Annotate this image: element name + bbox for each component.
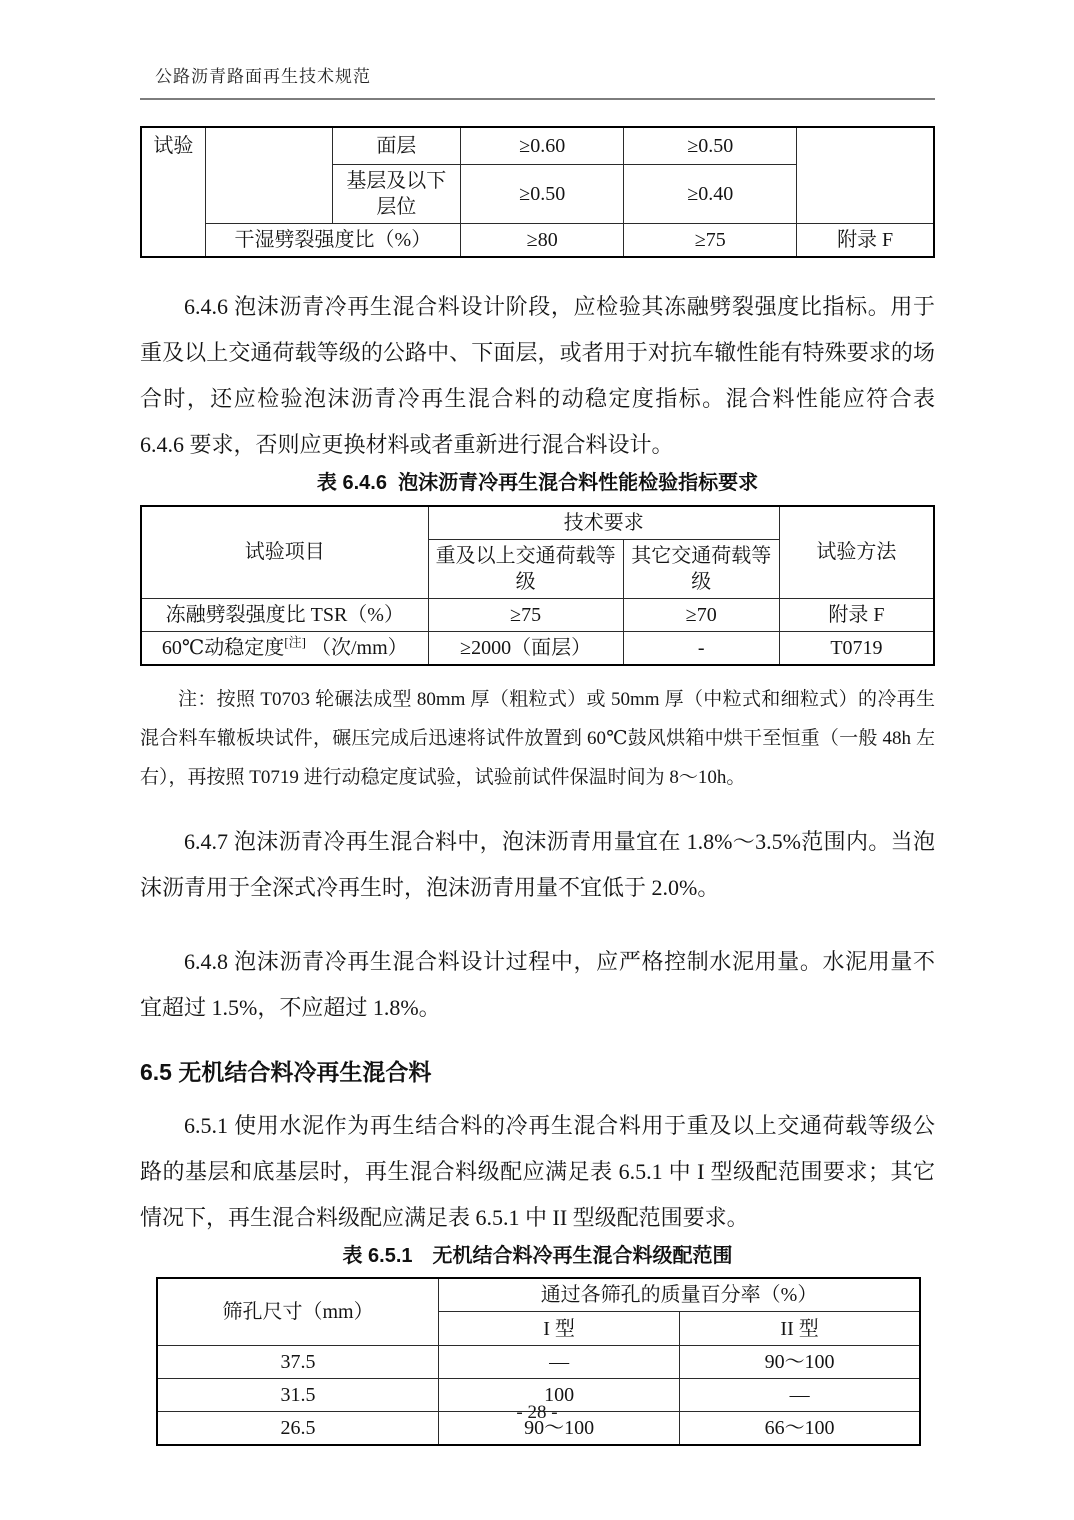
clause-6-4-6: 6.4.6 泡沫沥青冷再生混合料设计阶段，应检验其冻融劈裂强度比指标。用于重及以上交通荷载等级的公路中、下面层，或者用于对抗车辙性能有特殊要求的场合时，还应检验泡沫沥青冷再生混合料的动稳定度指标。混合料性能应符合表 6.4.6 要求，否则应更换材料或者重新进行混合料设计。: [140, 293, 935, 457]
table-row: [141, 599, 934, 632]
table-header-row: [141, 506, 934, 540]
table-cell: ≥0.50: [461, 164, 624, 223]
header-cell-heavy-traffic: 重及以上交通荷载等级: [428, 540, 623, 599]
table-6-4-6: [140, 505, 935, 667]
table-cell: ≥0.40: [624, 164, 797, 223]
header-cell-test-method: 试验方法: [779, 506, 934, 599]
cell-base-layer: 基层及以下层位: [332, 164, 460, 223]
table-cell: 37.5: [157, 1346, 439, 1379]
table-continued: [140, 126, 935, 258]
table-cell: 66～100: [680, 1412, 920, 1446]
table-row: [141, 223, 934, 257]
table-row: [141, 632, 934, 666]
header-cell-test-item: 试验项目: [141, 506, 428, 599]
dynamic-stability-unit: （次/mm）: [305, 637, 408, 659]
header-cell-sieve-size: 筛孔尺寸（mm）: [157, 1278, 439, 1346]
header-cell-other-traffic: 其它交通荷载等级: [623, 540, 779, 599]
header-cell-type-1: I 型: [439, 1312, 680, 1346]
table-row: [141, 127, 934, 164]
dynamic-stability-label: 60℃动稳定度: [161, 637, 285, 659]
table-cell: ≥70: [623, 599, 779, 632]
cell-test-label: 试验: [141, 127, 205, 257]
table-6-5-1-caption: 表 6.5.1 无机结合料冷再生混合料级配范围: [342, 1245, 733, 1267]
header-cell-tech-requirement: 技术要求: [428, 506, 779, 540]
table-6-4-6-caption: 表 6.4.6 泡沫沥青冷再生混合料性能检验指标要求: [316, 471, 759, 494]
table-header-row: [157, 1278, 920, 1312]
section-6-5-heading: 6.5 无机结合料冷再生混合料: [140, 1059, 432, 1085]
table-6-4-6-note: 注：按照 T0703 轮碾法成型 80mm 厚（粗粒式）或 50mm 厚（中粒式和细粒式）的冷再生混合料车辙板块试件，碾压完成后迅速将试件放置到 60℃鼓风烘箱中烘干至恒重（一般 48h 左右），再按照 T0719 进行动稳定度试验，试验前试件保温时间为 8～10h。: [140, 689, 935, 788]
table-cell: ≥80: [461, 223, 624, 257]
table-cell: 31.5: [157, 1379, 439, 1412]
clause-6-4-8: 6.4.8 泡沫沥青冷再生混合料设计过程中，应严格控制水泥用量。水泥用量不宜超过 1.5%，不应超过 1.8%。: [140, 949, 935, 1020]
table-cell: —: [439, 1346, 680, 1379]
table-cell: —: [680, 1379, 920, 1412]
table-cell: 26.5: [157, 1412, 439, 1446]
table-cell: 附录 F: [779, 599, 934, 632]
table-cell: T0719: [779, 632, 934, 666]
table-cell: ≥75: [428, 599, 623, 632]
table-cell: 90～100: [680, 1346, 920, 1379]
table-cell: ≥2000（面层）: [428, 632, 623, 666]
cell-dynamic-stability-item: [141, 632, 428, 666]
table-cell: 100: [439, 1379, 680, 1412]
table-cell: 90～100: [439, 1412, 680, 1446]
table-cell: ≥75: [624, 223, 797, 257]
table-cell: -: [623, 632, 779, 666]
running-header: [140, 64, 935, 100]
cell-strength-ratio: 干湿劈裂强度比（%）: [205, 223, 460, 257]
note-reference-superscript: [注]: [284, 634, 306, 650]
page-number: - 28 -: [516, 1402, 558, 1423]
table-cell: ≥0.50: [624, 127, 797, 164]
cell-surface-layer: 面层: [332, 127, 460, 164]
running-header-title: 公路沥青路面再生技术规范: [155, 67, 371, 86]
cell-empty: [797, 127, 934, 223]
clause-6-5-1: 6.5.1 使用水泥作为再生结合料的冷再生混合料用于重及以上交通荷载等级公路的基层和底基层时，再生混合料级配应满足表 6.5.1 中 I 型级配范围要求；其它情况下，再生混合料级配应满足表 6.5.1 中 II 型级配范围要求。: [140, 1113, 935, 1230]
table-row: [157, 1346, 920, 1379]
table-cell: ≥0.60: [461, 127, 624, 164]
clause-6-4-7: 6.4.7 泡沫沥青冷再生混合料中，泡沫沥青用量宜在 1.8%～3.5%范围内。当泡沫沥青用于全深式冷再生时，泡沫沥青用量不宜低于 2.0%。: [140, 829, 935, 900]
cell-appendix-ref: 附录 F: [797, 223, 934, 257]
cell-empty: [205, 127, 332, 223]
cell-tsr-item: 冻融劈裂强度比 TSR（%）: [141, 599, 428, 632]
header-cell-passing-percent: 通过各筛孔的质量百分率（%）: [439, 1278, 920, 1312]
header-cell-type-2: II 型: [680, 1312, 920, 1346]
